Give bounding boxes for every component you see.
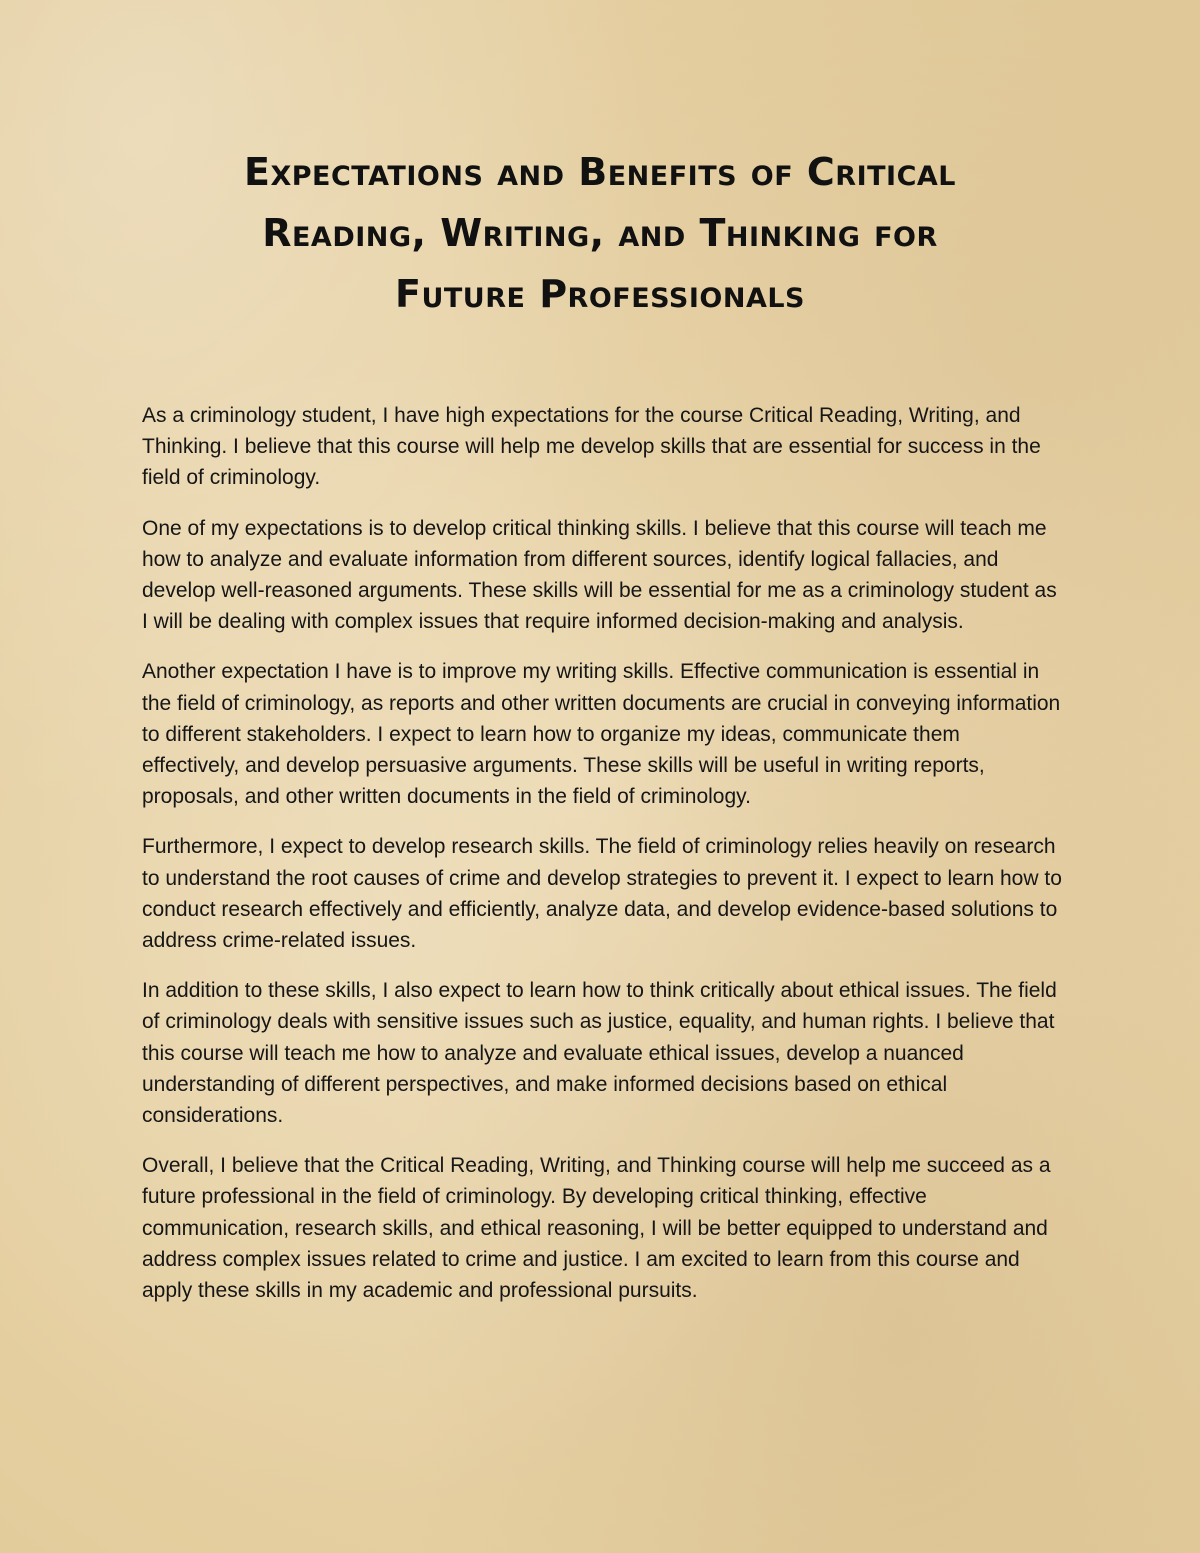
paragraph-intro: As a criminology student, I have high expectations for the course Critical Reading, Writing, and Thinking. I believe that this course will help me develop skills that are essential for success in the field of criminology. [142,404,1041,490]
paragraph-ethical-issues: In addition to these skills, I also expect to learn how to think critically about ethical issues. The field of criminology deals with sensitive issues such as justice, equality, and human rights. I believe that this course will teach me how to analyze and evaluate ethical issues, develop a nuanced understanding of different perspectives, and make informed decisions based on ethical considerations. [142,979,1057,1128]
title-line-2: Reading, Writing, and Thinking for [262,211,938,255]
paragraph-critical-thinking: One of my expectations is to develop critical thinking skills. I believe that this course will teach me how to analyze and evaluate information from different sources, identify logical fallacies, and develop well-reasoned arguments. These skills will be essential for me as a criminology student as I will be dealing with complex issues that require informed decision-making and analysis. [142,516,1057,634]
document-body [142,400,1062,1325]
paragraph-writing-skills: Another expectation I have is to improve my writing skills. Effective communication is essential in the field of criminology, as reports and other written documents are crucial in conveying information to different stakeholders. I expect to learn how to organize my ideas, communicate them effectively, and develop persuasive arguments. These skills will be useful in writing reports, proposals, and other written documents in the field of criminology. [142,660,1061,809]
title-line-1: Expectations and Benefits of Critical [243,150,957,194]
paragraph-research-skills: Furthermore, I expect to develop research skills. The field of criminology relies heavily on research to understand the root causes of crime and develop strategies to prevent it. I expect to learn how to conduct research effectively and efficiently, analyze data, and develop evidence-based solutions to address crime-related issues. [142,835,1062,953]
document-title [150,142,1050,325]
title-line-3: Future Professionals [395,272,805,316]
paragraph-conclusion: Overall, I believe that the Critical Reading, Writing, and Thinking course will help me succeed as a future professional in the field of criminology. By developing critical thinking, effective communication, research skills, and ethical reasoning, I will be better equipped to understand and address complex issues related to crime and justice. I am excited to learn from this course and apply these skills in my academic and professional pursuits. [142,1154,1051,1303]
